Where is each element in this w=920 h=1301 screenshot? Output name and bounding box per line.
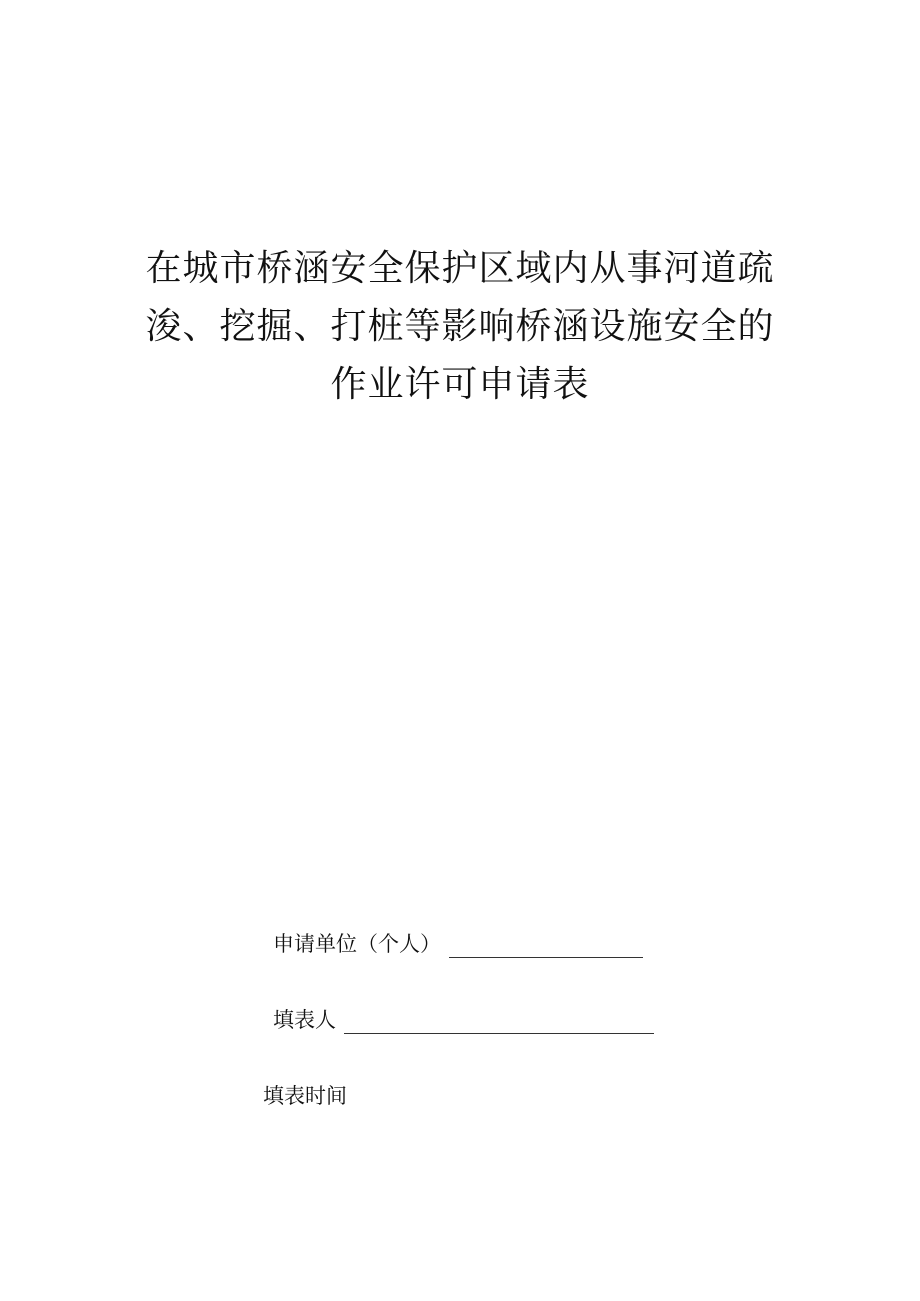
date-field [263, 1082, 347, 1110]
filler-label: 填表人 [273, 1008, 336, 1032]
title-line-3: 作业许可申请表 [330, 364, 590, 405]
filler-blank-line[interactable] [344, 1011, 654, 1034]
document-title [0, 240, 920, 414]
applicant-field [273, 930, 643, 958]
date-label: 填表时间 [263, 1084, 347, 1108]
applicant-label: 申请单位（个人） [273, 932, 441, 956]
title-line-1: 在城市桥涵安全保护区域内从事河道疏 [145, 248, 775, 289]
title-line-2: 浚、挖掘、打桩等影响桥涵设施安全的 [145, 306, 775, 347]
filler-field [273, 1006, 654, 1034]
applicant-blank-line[interactable] [449, 935, 643, 958]
